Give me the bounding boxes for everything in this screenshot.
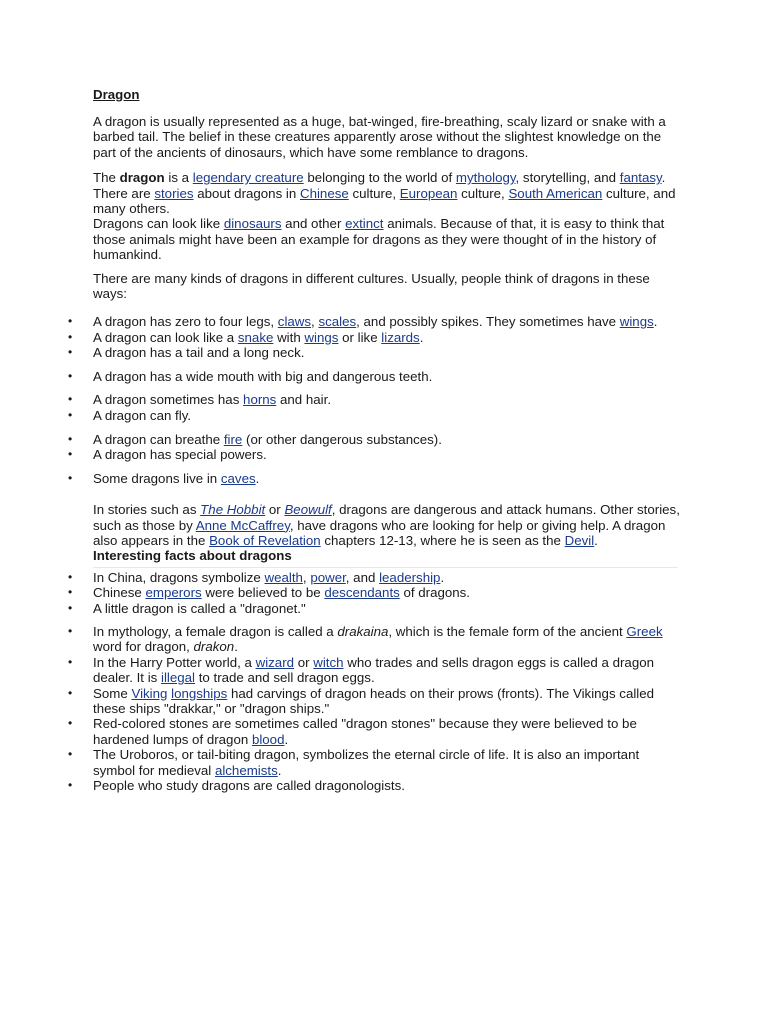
link-descendants[interactable]: descendants bbox=[324, 585, 400, 601]
link-wizard[interactable]: wizard bbox=[255, 654, 295, 670]
list-item: • A dragon has zero to four legs, claws, scales, and possibly spikes. They sometimes have wings. bbox=[93, 314, 683, 329]
link-leadership[interactable]: leadership bbox=[379, 569, 441, 585]
appearance-paragraph: Dragons can look like dinosaurs and other extinct animals. Because of that, it is easy to think that those animals might have been an example for dragons as they were thought of in the history of humankind. bbox=[93, 216, 665, 263]
list-item: • Some dragons live in caves. bbox=[93, 471, 683, 486]
link-viking[interactable]: Viking bbox=[131, 685, 168, 701]
link-scales[interactable]: scales bbox=[318, 314, 357, 330]
link-the-hobbit[interactable]: The Hobbit bbox=[200, 502, 266, 518]
link-greek[interactable]: Greek bbox=[626, 623, 663, 639]
section-divider bbox=[93, 567, 678, 568]
link-chinese[interactable]: Chinese bbox=[299, 185, 349, 201]
list-item: • Chinese emperors were believed to be descendants of dragons. bbox=[93, 585, 683, 600]
link-beowulf[interactable]: Beowulf bbox=[284, 502, 332, 518]
link-blood[interactable]: blood bbox=[251, 731, 285, 747]
facts-heading: Interesting facts about dragons bbox=[93, 548, 292, 564]
list-item: • The Uroboros, or tail-biting dragon, symbolizes the eternal circle of life. It is also an important symbol for medieval alchemists. bbox=[93, 747, 683, 778]
link-mythology[interactable]: mythology bbox=[455, 170, 516, 186]
link-emperors[interactable]: emperors bbox=[145, 585, 202, 601]
link-extinct[interactable]: extinct bbox=[345, 216, 384, 232]
link-anne-mccaffrey[interactable]: Anne McCaffrey bbox=[195, 517, 290, 533]
list-item: • In the Harry Potter world, a wizard or witch who trades and sells dragon eggs is called a dragon dealer. It is illegal to trade and sell dragon eggs. bbox=[93, 655, 683, 686]
bold-term-dragon: dragon bbox=[119, 170, 165, 186]
link-dinosaurs[interactable]: dinosaurs bbox=[223, 216, 282, 232]
list-item: • In China, dragons symbolize wealth, power, and leadership. bbox=[93, 570, 683, 585]
list-item: • A dragon can fly. bbox=[93, 408, 683, 423]
list-item: • A dragon can breathe fire (or other dangerous substances). bbox=[93, 432, 683, 447]
link-caves[interactable]: caves bbox=[220, 470, 256, 486]
list-item: • People who study dragons are called dragonologists. bbox=[93, 778, 683, 793]
intro-paragraph: A dragon is usually represented as a huge, bat-winged, fire-breathing, scaly lizard or snake with a barbed tail. The belief in these creatures apparently arose without the slightest knowledge on the part of the ancients of dinosaurs, which have some remblance to dragons. bbox=[93, 114, 666, 160]
list-item: • A dragon can look like a snake with wings or like lizards. bbox=[93, 330, 683, 345]
list-item: • A little dragon is called a "dragonet." bbox=[93, 601, 683, 616]
link-fantasy[interactable]: fantasy bbox=[619, 170, 662, 186]
link-european[interactable]: European bbox=[399, 185, 458, 201]
link-wings[interactable]: wings bbox=[619, 314, 654, 330]
article-body bbox=[93, 86, 683, 793]
link-legendary-creature[interactable]: legendary creature bbox=[192, 170, 304, 186]
list-item: • A dragon has special powers. bbox=[93, 447, 683, 462]
list-item: • A dragon sometimes has horns and hair. bbox=[93, 392, 683, 407]
list-item: • Some Viking longships had carvings of dragon heads on their prows (fronts). The Vikings called these ships "drakkar," or "dragon ships." bbox=[93, 686, 683, 717]
link-fire[interactable]: fire bbox=[223, 431, 243, 447]
definition-paragraph: The dragon is a legendary creature belonging to the world of mythology, storytelling, and fantasy. There are stories about dragons in Chinese culture, European culture, South American culture, and many others. bbox=[93, 170, 676, 217]
link-lizards[interactable]: lizards bbox=[381, 329, 420, 345]
link-wealth[interactable]: wealth bbox=[264, 569, 303, 585]
link-alchemists[interactable]: alchemists bbox=[214, 762, 278, 778]
link-claws[interactable]: claws bbox=[277, 314, 312, 330]
link-wings-2[interactable]: wings bbox=[304, 329, 339, 345]
italic-term-drakaina: drakaina bbox=[337, 623, 389, 639]
facts-list bbox=[93, 570, 683, 794]
link-longships[interactable]: longships bbox=[171, 685, 228, 701]
list-item: • Red-colored stones are sometimes called "dragon stones" because they were believed to be hardened lumps of dragon blood. bbox=[93, 716, 683, 747]
list-item: • A dragon has a wide mouth with big and dangerous teeth. bbox=[93, 369, 683, 384]
list-item: • In mythology, a female dragon is called a drakaina, which is the female form of the ancient Greek word for dragon, drakon. bbox=[93, 624, 683, 655]
link-book-of-revelation[interactable]: Book of Revelation bbox=[209, 532, 321, 548]
link-stories[interactable]: stories bbox=[154, 185, 194, 201]
stories-paragraph: In stories such as The Hobbit or Beowulf, dragons are dangerous and attack humans. Other stories, such as those by Anne McCaffrey, have dragons who are looking for help or giving help. A dragon also appears in the Book of Revelation chapters 12-13, where he is seen as the Devil. bbox=[93, 502, 680, 548]
link-horns[interactable]: horns bbox=[243, 392, 277, 408]
article-title: Dragon bbox=[93, 87, 140, 102]
link-south-american[interactable]: South American bbox=[508, 185, 603, 201]
list-item: • A dragon has a tail and a long neck. bbox=[93, 345, 683, 360]
link-illegal[interactable]: illegal bbox=[161, 670, 196, 686]
dragon-traits-list bbox=[93, 314, 683, 486]
kinds-paragraph: There are many kinds of dragons in different cultures. Usually, people think of dragons in these ways: bbox=[93, 270, 650, 302]
link-snake[interactable]: snake bbox=[237, 329, 274, 345]
italic-term-drakon: drakon bbox=[193, 639, 235, 655]
link-power[interactable]: power bbox=[310, 569, 346, 585]
link-devil[interactable]: Devil bbox=[564, 532, 595, 548]
link-witch[interactable]: witch bbox=[313, 654, 344, 670]
